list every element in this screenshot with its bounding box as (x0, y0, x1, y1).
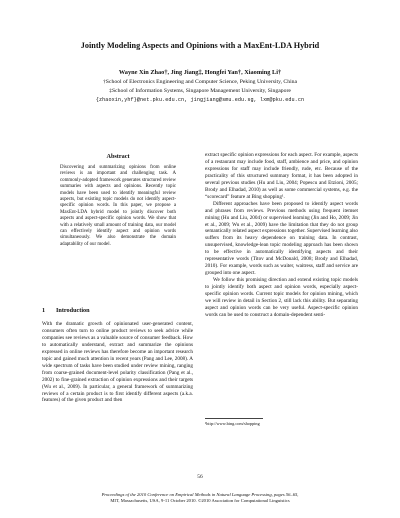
right-paragraph-2: Different approaches have been proposed to identify aspect words and phrases from reviews. Previous methods using frequent itemset mining (Hu and Liu, 2004) or supervised learning (Jin and Ho, 2009; Jin et al., 2009; Wu et al., 2009) have the limitation that they do not group semantically related aspect expressions together. Supervised learning also suffers from its heavy dependence on training data. In contrast, unsupervised, knowledge-lean topic modeling approach has been shown to be effective in automatically identifying aspects and their representative words (Titov and McDonald, 2008; Brody and Elhadad, 2010). For example, words such as waiter, waitress, staff and service are grouped into one aspect. (205, 200, 358, 277)
paper-title: Jointly Modeling Aspects and Opinions with a MaxEnt-LDA Hybrid (80, 41, 320, 50)
affiliation-1: †School of Electronics Engineering and Computer Science, Peking University, China (102, 79, 298, 85)
page-number: 56 (197, 474, 203, 480)
left-column-body (42, 321, 193, 404)
footnote-url: ¹http://www.bing.com/shopping (205, 421, 260, 426)
footnote-rule (205, 418, 263, 419)
intro-paragraph-1: With the dramatic growth of opinionated user-generated content, consumers often turn to online product reviews to seek advice while companies see reviews as a valuable source of consumer feedback. How to automatically understand, extract and summarize the opinions expressed in online reviews has therefore become an important research topic and gained much attention in recent years (Pang and Lee, 2008). A wide spectrum of tasks have been studied under review mining, ranging from coarse-grained document-level polarity classification (Pang et al., 2002) to fine-grained extraction of opinion expressions and their targets (Wu et al., 2009). In particular, a general framework of summarizing reviews of a certain product is to first identify different aspects (a.k.a. features) of the given product and then (42, 321, 193, 404)
right-column-body (205, 152, 358, 319)
section-title: Introduction (56, 307, 90, 314)
right-paragraph-3: We follow this promising direction and extend existing topic models to jointly identify both aspect and opinion words, especially aspect-specific opinion words. Current topic models for opinion mining, which we will review in detail in Section 2, still lack this ability. But separating aspect and opinion words can be very useful. Aspect-specific opinion words can be used to construct a domain-dependent senti- (205, 277, 358, 318)
abstract-heading: Abstract (106, 153, 130, 160)
right-paragraph-1: extract specific opinion expressions for each aspect. For example, aspects of a restaurant may include food, staff, ambience and price, and opinion expressions for staff may include friendly, rude, etc. Because of the practicality of this structured summary format, it has been adopted in several previous studies (Hu and Liu, 2004; Popescu and Etzioni, 2005; Brody and Elhadad, 2010) as well as some commercial systems, e.g. the “scorecard” feature at Bing shopping¹. (205, 152, 358, 200)
abstract-body (60, 165, 176, 248)
author-list: Wayne Xin Zhao†, Jing Jiang‡, Hongfei Yan†, Xiaoming Li† (118, 69, 282, 76)
section-heading-introduction (42, 307, 192, 315)
venue-line: MIT, Massachusetts, USA, 9-11 October 2010. ©2010 Association for Computational Linguistics (110, 498, 290, 503)
proceedings-line: Proceedings of the 2010 Conference on Empirical Methods in Natural Language Processing, pages 56–65, (101, 492, 299, 497)
abstract-text: Discovering and summarizing opinions from online reviews is an important and challenging task. A commonly-adopted framework generates structured review summaries with aspects and opinions. Recently topic models have been used to identify meaningful review aspects, but existing topic models do not identify aspect-specific opinion words. In this paper, we propose a MaxEnt-LDA hybrid model to jointly discover both aspects and aspect-specific opinion words. We show that with a relatively small amount of training data, our model can effectively identify aspect and opinion words simultaneously. We also demonstrate the domain adaptability of our model. (60, 165, 176, 247)
affiliation-2: ‡School of Information Systems, Singapore Management University, Singapore (109, 88, 291, 94)
section-number: 1 (42, 307, 46, 314)
author-emails: {zhaoxin,yhf}@net.pku.edu.cn, jingjiang@smu.edu.sg, lxm@pku.edu.cn (95, 97, 305, 103)
